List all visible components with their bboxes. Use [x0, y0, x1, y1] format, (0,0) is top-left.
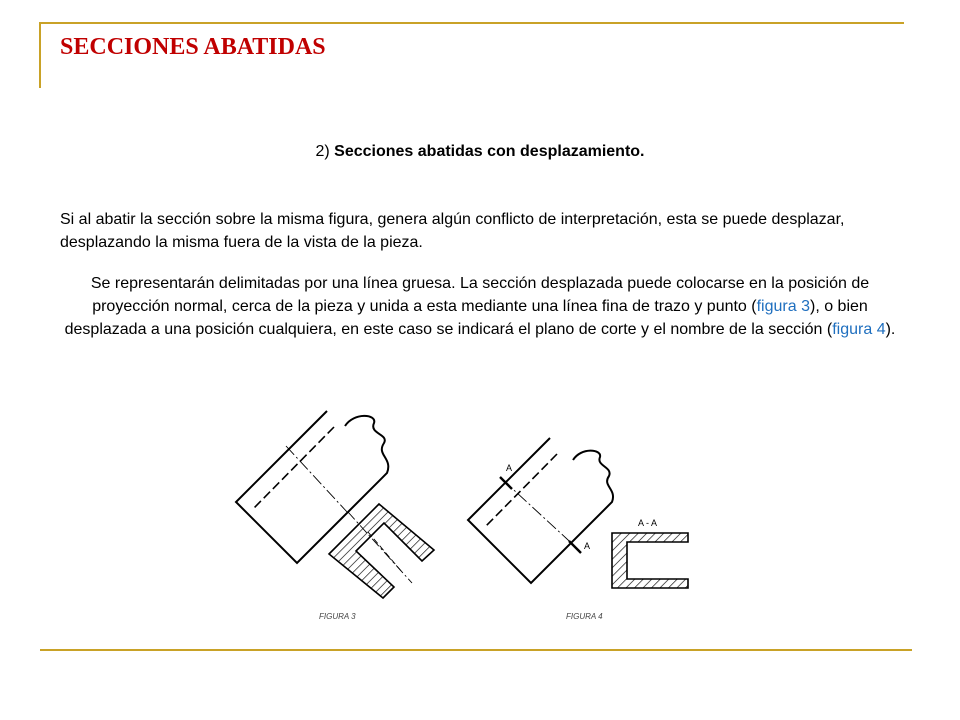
subtitle-number: 2)	[315, 143, 330, 160]
figure-4-caption: FIGURA 4	[566, 612, 603, 621]
figure-3-drawing	[236, 411, 434, 621]
figure-4-drawing	[468, 438, 688, 621]
figure-4-cut-label-top: A	[506, 463, 513, 473]
figura-4-link[interactable]: figura 4	[832, 321, 886, 338]
figure-3-center-line	[286, 446, 348, 513]
subtitle-text: Secciones abatidas con desplazamiento.	[334, 143, 645, 160]
figure-4-section	[612, 533, 688, 588]
paragraph-1: Si al abatir la sección sobre la misma figura, genera algún conflicto de interpretación, esta se puede desplazar, desplazando la misma fuera de la vista de la pieza.	[60, 211, 845, 251]
paragraph-2-part-3: ).	[885, 321, 896, 338]
figure-4-section-label: A - A	[638, 518, 658, 528]
figura-3-link[interactable]: figura 3	[756, 298, 810, 315]
figure-4-cut-label-bottom: A	[584, 541, 591, 551]
paragraph-2-part-1: Se representarán delimitadas por una línea gruesa. La sección desplazada puede colocarse en la posición de proyección normal, cerca de la pieza y unida a esta mediante una línea fina de trazo y punto (	[90, 275, 870, 315]
page-title: SECCIONES ABATIDAS	[60, 34, 326, 60]
figure-3-caption: FIGURA 3	[319, 612, 356, 621]
figure-4-hidden-line	[484, 454, 557, 528]
figure-3-hidden-line	[252, 427, 334, 510]
figure-4-piece-outline	[468, 438, 613, 583]
figure-3-section	[329, 504, 434, 598]
figure-4-cut-mark-bottom	[569, 541, 581, 553]
paragraph-2-part-2: ), o bien desplazada a una posición cualquiera, en este caso se indicará el plano de corte y el nombre de la sección (	[64, 298, 868, 338]
figure-4-cut-plane	[503, 480, 580, 551]
